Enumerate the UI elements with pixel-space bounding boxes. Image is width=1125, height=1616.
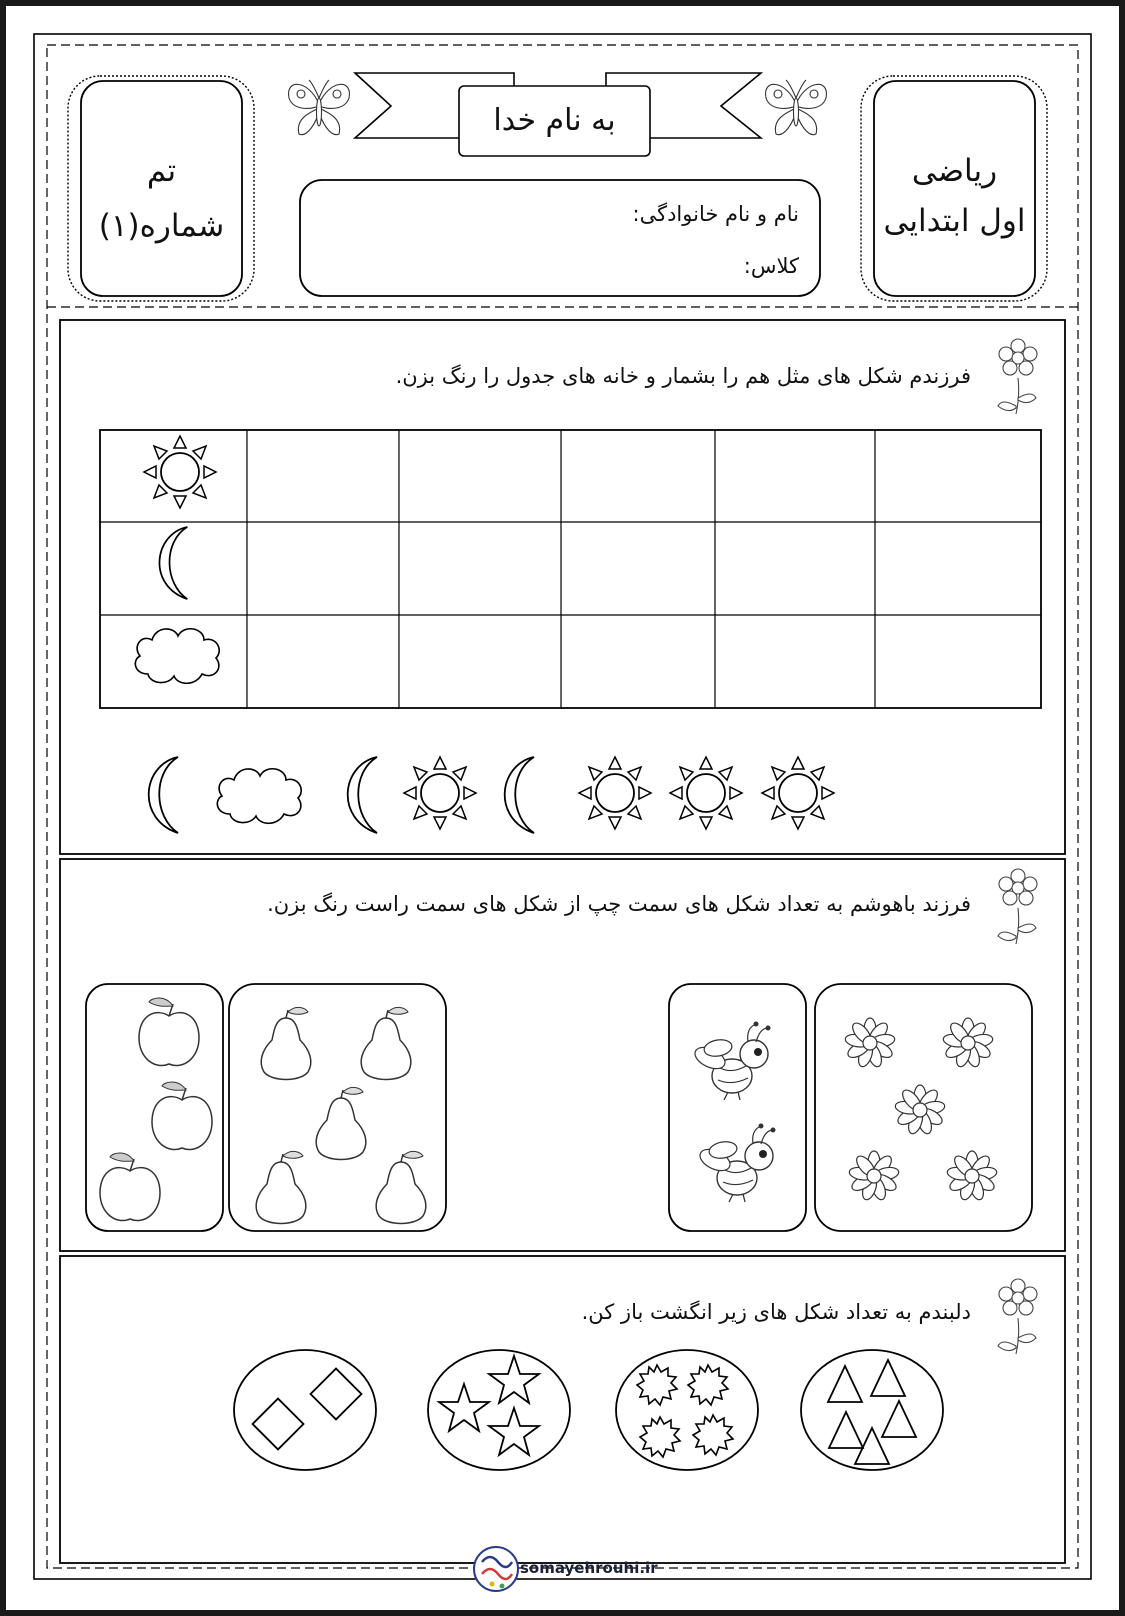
- sun-icon: [579, 757, 651, 829]
- pear-icon: [361, 1007, 411, 1079]
- star-icon: [489, 1408, 539, 1455]
- flower-group: [844, 1018, 997, 1202]
- star-icon: [489, 1356, 539, 1403]
- footer-website[interactable]: somayehrouhi.ir: [520, 1559, 658, 1577]
- subject-line2: اول ابتدایی: [883, 203, 1026, 239]
- table-cell[interactable]: [561, 522, 715, 615]
- flower-icon: [848, 1151, 899, 1202]
- sun-icon: [404, 757, 476, 829]
- burst-icon: [693, 1415, 733, 1455]
- pear-group: [256, 1007, 426, 1223]
- burst-icon: [640, 1417, 680, 1457]
- diamond-icon: [253, 1399, 304, 1450]
- page-title: به نام خدا: [493, 103, 616, 138]
- sun-icon: [144, 436, 216, 508]
- pear-icon: [316, 1087, 366, 1159]
- cloud-icon: [135, 629, 219, 684]
- flower-icon: [946, 1151, 997, 1202]
- sun-icon: [670, 757, 742, 829]
- apple-group: [100, 998, 212, 1221]
- moon-icon: [348, 757, 377, 833]
- burst-group: [637, 1365, 733, 1457]
- table-cell[interactable]: [715, 430, 875, 522]
- triangle-icon: [828, 1366, 862, 1402]
- section3-instruction: دلبندم به تعداد شکل های زیر انگشت باز کن.: [581, 1300, 971, 1324]
- burst-icon: [688, 1365, 728, 1405]
- pear-icon: [261, 1007, 311, 1079]
- table-cell[interactable]: [875, 522, 1041, 615]
- pear-icon: [256, 1151, 306, 1223]
- table-cell[interactable]: [715, 522, 875, 615]
- name-field-label[interactable]: نام و نام خانوادگی:: [632, 202, 799, 226]
- burst-icon: [637, 1365, 677, 1405]
- cloud-icon: [217, 769, 301, 824]
- table-cell[interactable]: [715, 615, 875, 708]
- diamond-group: [253, 1369, 362, 1450]
- moon-icon: [159, 527, 187, 599]
- table-row-icons: [135, 436, 219, 683]
- shapes-row: [149, 757, 834, 833]
- table-cell[interactable]: [561, 430, 715, 522]
- table-cell[interactable]: [247, 430, 399, 522]
- worksheet-page: [6, 6, 1119, 1610]
- sun-icon: [762, 757, 834, 829]
- apple-icon: [100, 1153, 160, 1221]
- pear-icon: [376, 1151, 426, 1223]
- triangle-icon: [871, 1360, 905, 1396]
- triangle-icon: [882, 1401, 916, 1437]
- table-cell[interactable]: [399, 430, 561, 522]
- moon-icon: [505, 757, 534, 833]
- class-field-label[interactable]: کلاس:: [743, 254, 799, 278]
- triangle-icon: [829, 1412, 863, 1448]
- star-icon: [439, 1384, 489, 1431]
- triangle-group: [828, 1360, 916, 1464]
- bee-icon: [692, 1022, 771, 1101]
- table-cell[interactable]: [247, 522, 399, 615]
- apple-icon: [139, 998, 199, 1066]
- star-group: [439, 1356, 539, 1455]
- theme-line2: شماره(۱): [98, 208, 225, 244]
- section1-instruction: فرزندم شکل های مثل هم را بشمار و خانه های جدول را رنگ بزن.: [395, 364, 971, 388]
- bee-group: [692, 1022, 776, 1203]
- flower-icon: [942, 1018, 993, 1069]
- theme-line1: تم: [146, 153, 177, 189]
- flower-icon: [894, 1085, 945, 1136]
- site-logo: [474, 1547, 518, 1591]
- table-cell[interactable]: [875, 615, 1041, 708]
- diamond-icon: [311, 1369, 362, 1420]
- table-cell[interactable]: [875, 430, 1041, 522]
- flower-icon: [844, 1018, 895, 1069]
- moon-icon: [149, 757, 178, 833]
- section2-instruction: فرزند باهوشم به تعداد شکل های سمت چپ از شکل های سمت راست رنگ بزن.: [267, 892, 971, 916]
- apple-icon: [152, 1082, 212, 1150]
- table-cell[interactable]: [247, 615, 399, 708]
- table-cell[interactable]: [399, 615, 561, 708]
- table-cell[interactable]: [399, 522, 561, 615]
- bee-icon: [697, 1124, 776, 1203]
- table-cell[interactable]: [561, 615, 715, 708]
- subject-line1: ریاضی: [911, 153, 998, 189]
